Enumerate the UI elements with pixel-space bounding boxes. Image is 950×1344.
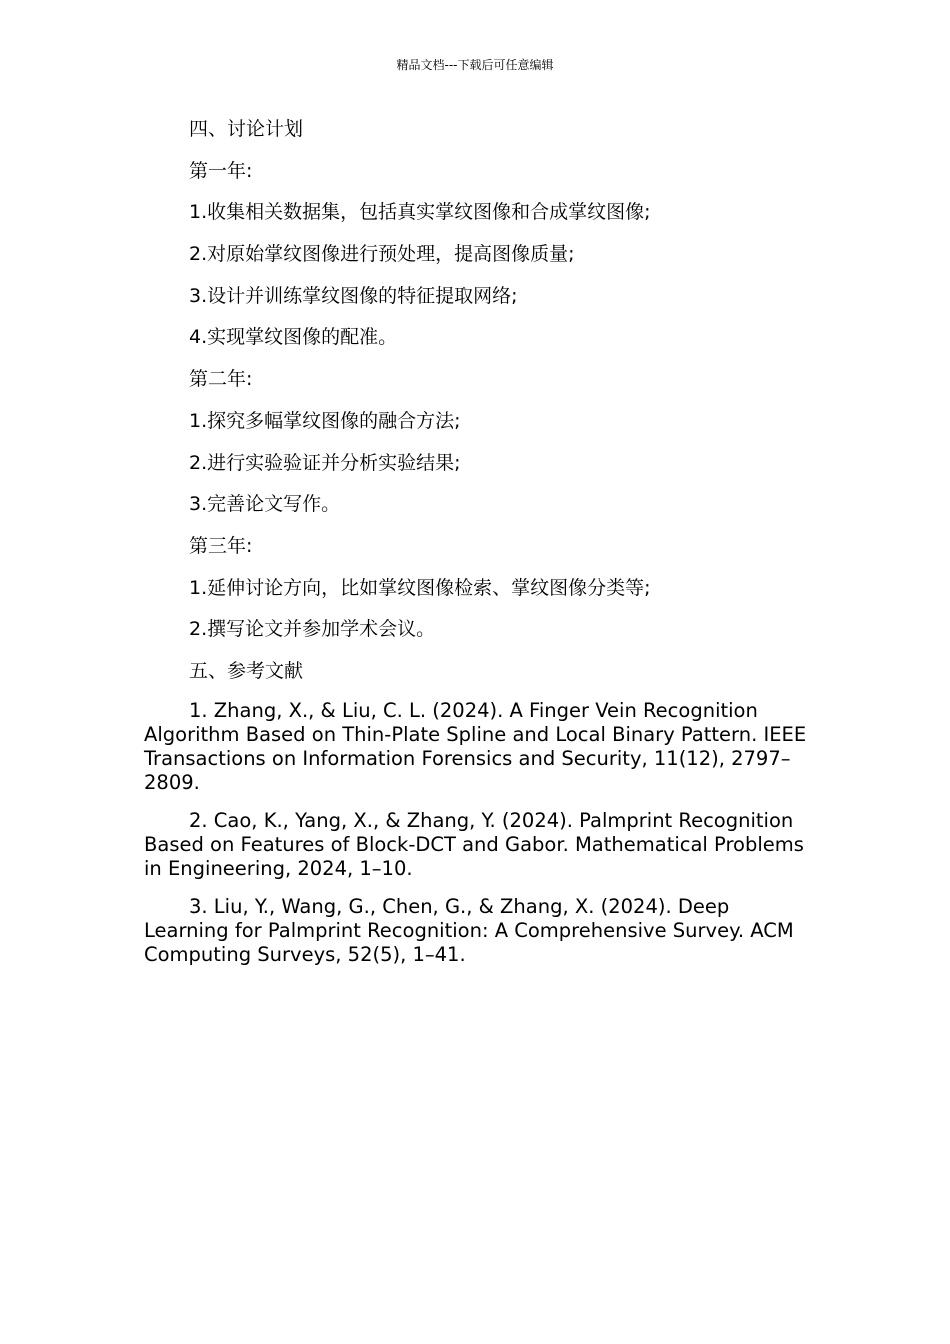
plan-line: 4.实现掌纹图像的配准。 bbox=[189, 326, 398, 349]
plan-line: 1.收集相关数据集，包括真实掌纹图像和合成掌纹图像; bbox=[189, 201, 651, 224]
section-heading-references: 五、参考文献 bbox=[189, 659, 304, 682]
plan-line: 2.撰写论文并参加学术会议。 bbox=[189, 618, 436, 641]
reference-item: 1. Zhang, X., & Liu, C. L. (2024). A Finger Vein Recognition Algorithm Based on Thin-Plate Spline and Local Binary Pattern. IEEE Transactions on Information Forensics and Security, 11(12), 2797–2809. bbox=[144, 698, 807, 794]
plan-line: 2.进行实验验证并分析实验结果; bbox=[189, 451, 461, 474]
plan-line: 第三年: bbox=[189, 534, 253, 557]
page-header: 精品文档---下载后可任意编辑 bbox=[396, 58, 554, 72]
reference-item: 3. Liu, Y., Wang, G., Chen, G., & Zhang, X. (2024). Deep Learning for Palmprint Recognition: A Comprehensive Survey. ACM Computing Surveys, 52(5), 1–41. bbox=[144, 894, 794, 966]
document-body bbox=[144, 115, 810, 981]
plan-line: 第一年: bbox=[189, 159, 253, 182]
plan-line: 1.延伸讨论方向，比如掌纹图像检索、掌纹图像分类等; bbox=[189, 576, 651, 599]
reference-list bbox=[144, 699, 810, 967]
plan-line: 第二年: bbox=[189, 368, 253, 391]
plan-line: 3.设计并训练掌纹图像的特征提取网络; bbox=[189, 284, 518, 307]
plan-line: 3.完善论文写作。 bbox=[189, 493, 341, 516]
plan-line: 2.对原始掌纹图像进行预处理，提高图像质量; bbox=[189, 243, 575, 266]
reference-item: 2. Cao, K., Yang, X., & Zhang, Y. (2024). Palmprint Recognition Based on Features of Block-DCT and Gabor. Mathematical Problems in Engineering, 2024, 1–10. bbox=[144, 808, 804, 880]
section-heading-plan: 四、讨论计划 bbox=[189, 118, 304, 140]
plan-line: 1.探究多幅掌纹图像的融合方法; bbox=[189, 409, 461, 432]
